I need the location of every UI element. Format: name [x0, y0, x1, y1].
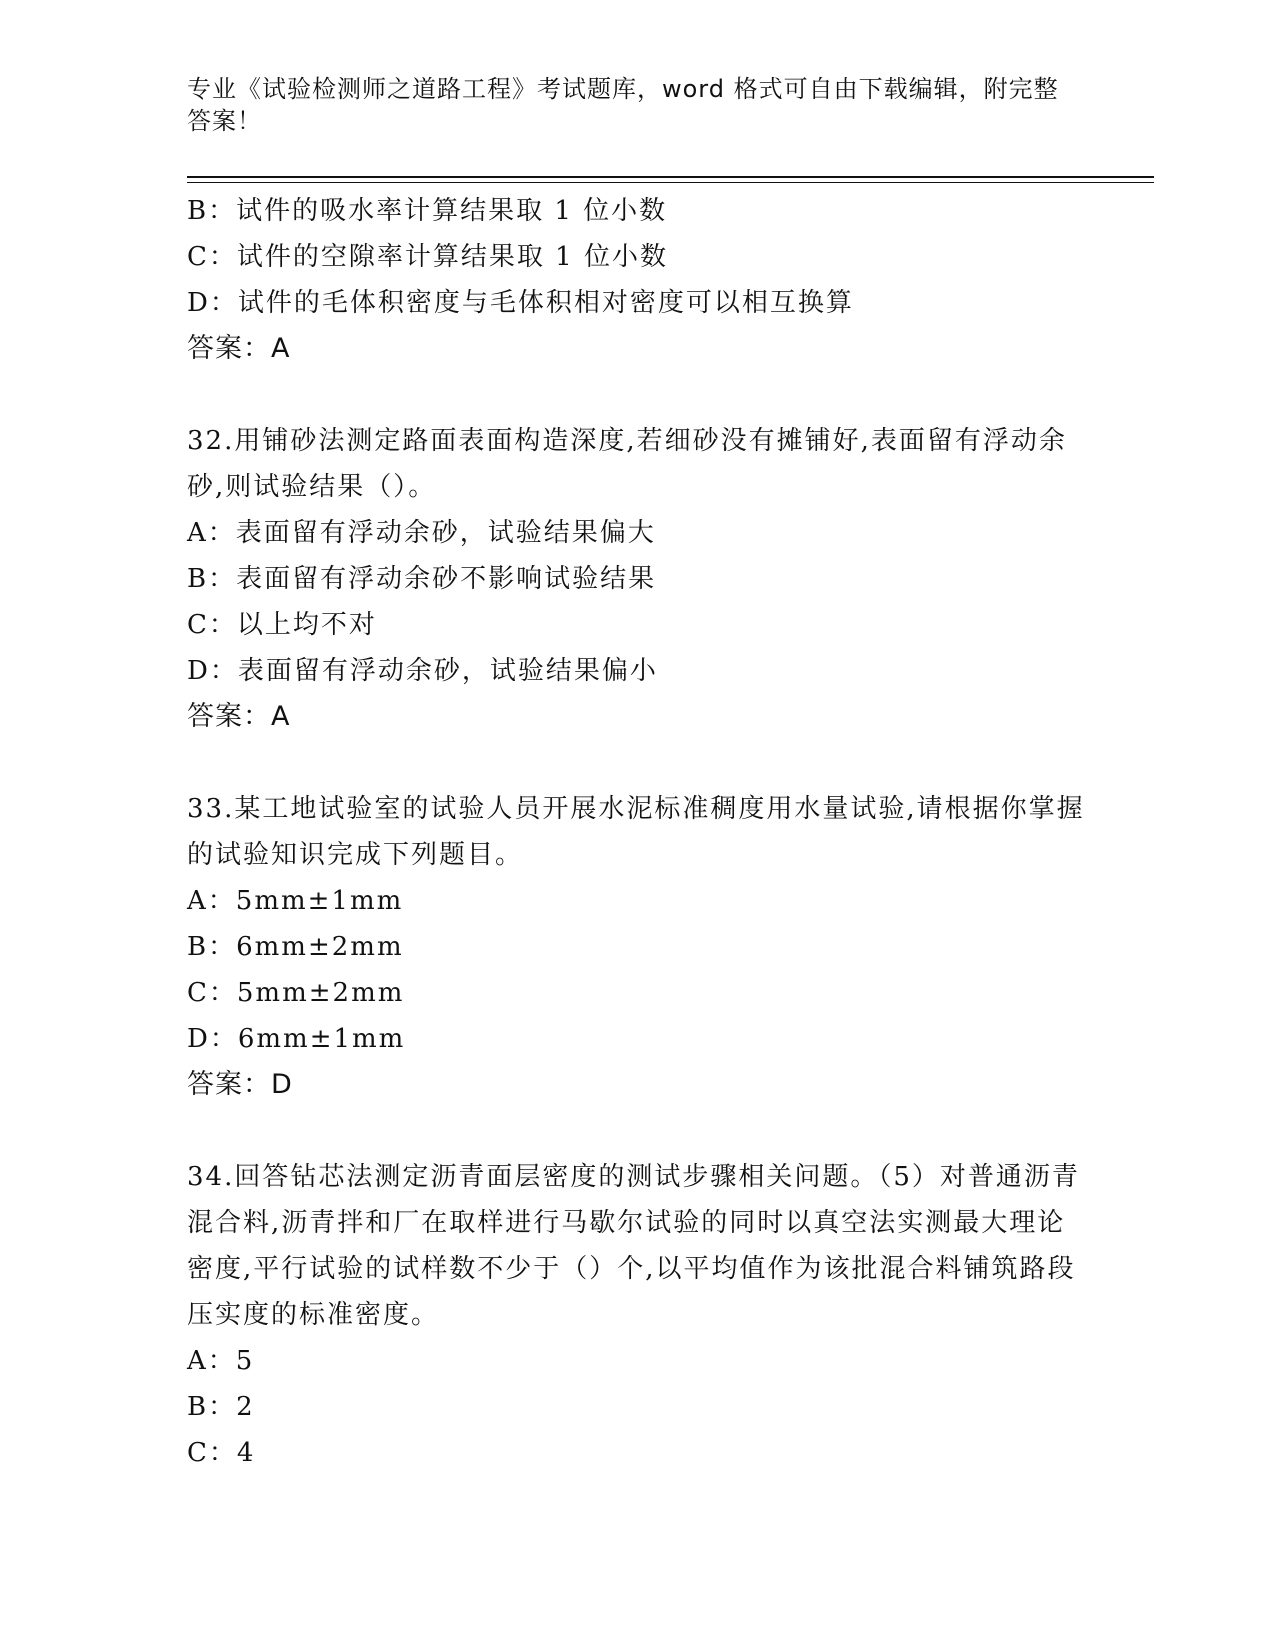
question-33-text: 33.某工地试验室的试验人员开展水泥标准稠度用水量试验,请根据你掌握的试验知识完成下列题目。	[187, 794, 1085, 870]
option-b: B：试件的吸水率计算结果取 1 位小数	[187, 196, 668, 226]
document-header: 专业《试验检测师之道路工程》考试题库，word 格式可自由下载编辑，附完整答案！	[187, 75, 1059, 135]
option-c: C：4	[187, 1438, 256, 1468]
question-34-text: 34.回答钻芯法测定沥青面层密度的测试步骤相关问题。（5）对普通沥青混合料,沥青拌和厂在取样进行马歇尔试验的同时以真空法实测最大理论密度,平行试验的试样数不少于（）个,以平均值作为该批混合料铺筑路段压实度的标准密度。	[187, 1162, 1080, 1330]
answer-line: 答案：D	[187, 1069, 293, 1100]
spacer	[187, 1108, 1087, 1154]
header-rule-thick	[187, 176, 1154, 178]
option-a: A：5	[187, 1346, 255, 1376]
option-b: B：表面留有浮动余砂不影响试验结果	[187, 564, 657, 594]
answer-line: 答案：A	[187, 701, 291, 732]
option-c: C：试件的空隙率计算结果取 1 位小数	[187, 242, 668, 272]
spacer	[187, 740, 1087, 786]
option-d: D：表面留有浮动余砂，试验结果偏小	[187, 656, 658, 686]
option-b: B：2	[187, 1392, 255, 1422]
spacer	[187, 372, 1087, 418]
answer-line: 答案：A	[187, 333, 291, 364]
option-a: A：表面留有浮动余砂，试验结果偏大	[187, 518, 656, 548]
question-content	[187, 188, 1087, 1476]
option-a: A：5mm±1mm	[187, 886, 404, 916]
option-b: B：6mm±2mm	[187, 932, 404, 962]
option-c: C：5mm±2mm	[187, 978, 405, 1008]
option-c: C：以上均不对	[187, 610, 377, 640]
question-32-text: 32.用铺砂法测定路面表面构造深度,若细砂没有摊铺好,表面留有浮动余砂,则试验结果（）。	[187, 426, 1067, 502]
header-rule-thin	[187, 182, 1154, 183]
option-d: D：试件的毛体积密度与毛体积相对密度可以相互换算	[187, 288, 854, 318]
option-d: D：6mm±1mm	[187, 1024, 406, 1054]
